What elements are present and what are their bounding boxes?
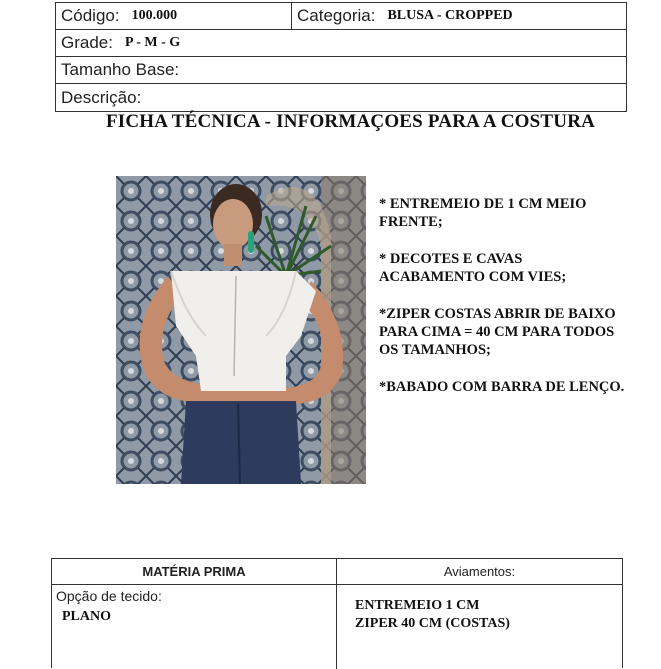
trim-item: ZIPER 40 CM (COSTAS): [355, 616, 510, 631]
categoria-cell: [292, 3, 626, 29]
codigo-value: 100.000: [131, 8, 178, 23]
codigo-cell: [56, 3, 292, 29]
materials-table-body: [52, 585, 622, 669]
info-row-grade: [56, 30, 626, 57]
codigo-label: Código:: [61, 6, 120, 25]
note-item: *ZIPER COSTAS ABRIR DE BAIXO PARA CIMA = 40 CM PARA TODOS OS TAMANHOS;: [379, 306, 616, 358]
categoria-value: BLUSA - CROPPED: [387, 8, 513, 23]
trim-item: ENTREMEIO 1 CM: [355, 598, 480, 613]
sewing-notes: [379, 195, 629, 415]
info-row-descricao: [56, 84, 626, 111]
note-item: * DECOTES E CAVAS ACABAMENTO COM VIES;: [379, 251, 567, 285]
fabric-option-value: PLANO: [62, 609, 111, 624]
garment-photo: [116, 176, 366, 484]
tamanho-base-label: Tamanho Base:: [61, 60, 180, 79]
info-row-codigo: [56, 3, 626, 30]
info-table: [55, 2, 627, 112]
fabric-option-label: Opção de tecido:: [56, 588, 162, 604]
note-item: * ENTREMEIO DE 1 CM MEIO FRENTE;: [379, 196, 587, 230]
header-materia-prima: MATÉRIA PRIMA: [52, 559, 337, 584]
trims-cell: [337, 585, 622, 669]
materials-table-header: [52, 559, 622, 585]
note-item: *BABADO COM BARRA DE LENÇO.: [379, 379, 625, 395]
materials-table: [51, 558, 623, 668]
page-title: FICHA TÉCNICA - INFORMAÇOES PARA A COSTURA: [105, 111, 596, 132]
descricao-label: Descrição:: [61, 87, 142, 107]
info-row-tamanho-base: [56, 57, 626, 84]
grade-label: Grade:: [61, 33, 113, 52]
grade-value: P - M - G: [124, 35, 181, 50]
header-aviamentos: Aviamentos:: [443, 564, 516, 579]
model-photo-illustration: [116, 176, 366, 484]
fabric-cell: [52, 585, 337, 669]
categoria-label: Categoria:: [297, 6, 376, 25]
